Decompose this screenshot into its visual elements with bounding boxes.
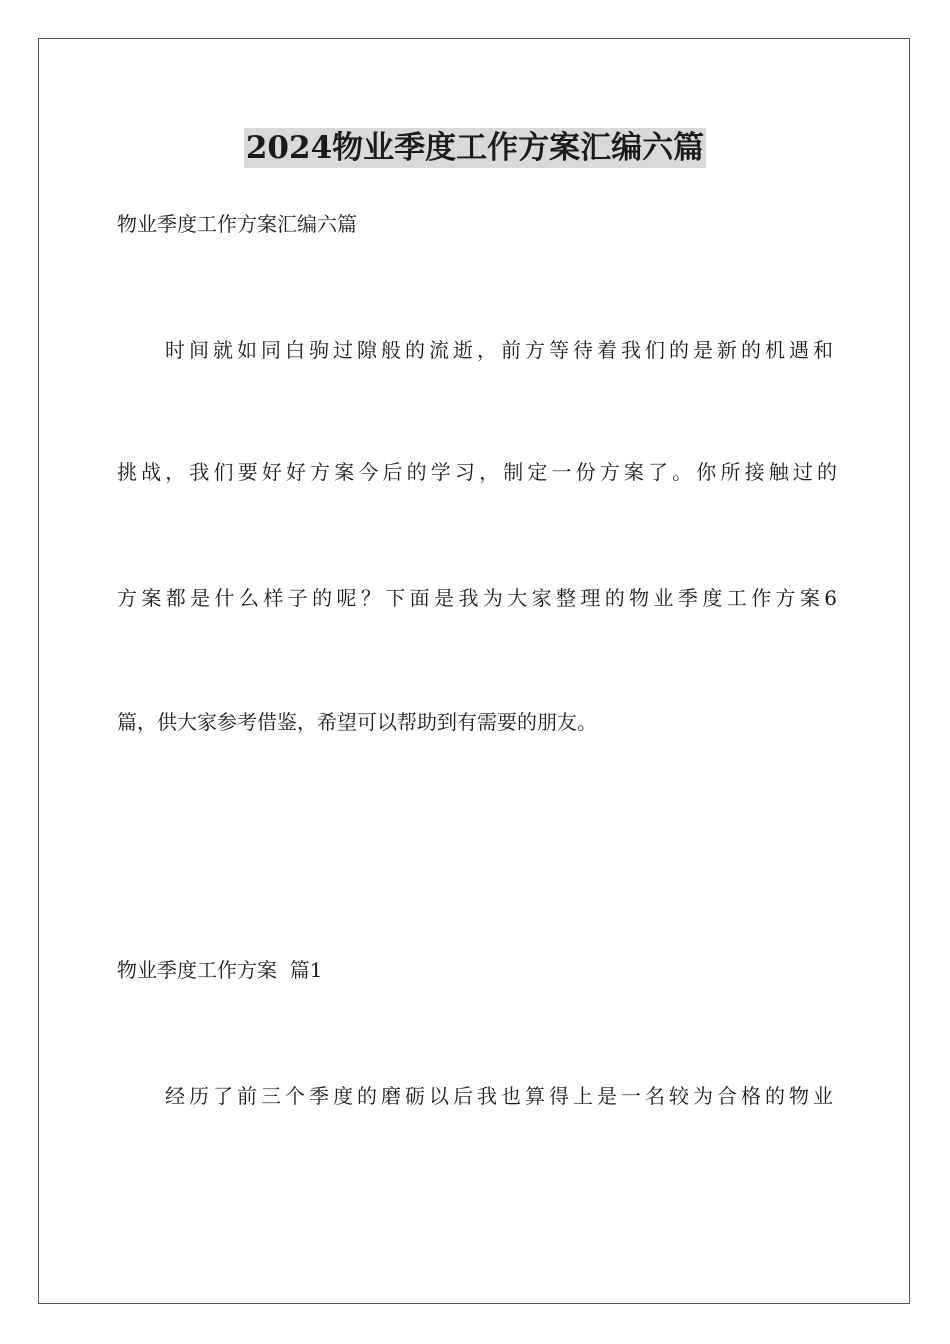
document-title: 2024物业季度工作方案汇编六篇 [245, 130, 705, 166]
intro-line-4: 篇，供大家参考借鉴，希望可以帮助到有需要的朋友。 [117, 710, 597, 734]
title-container [0, 128, 950, 168]
section-heading: 物业季度工作方案 篇1 [117, 958, 323, 982]
document-subtitle: 物业季度工作方案汇编六篇 [117, 212, 357, 236]
intro-line-1: 时间就如同白驹过隙般的流逝，前方等待着我们的是新的机遇和 [165, 338, 833, 362]
section-paragraph-line-1: 经历了前三个季度的磨砺以后我也算得上是一名较为合格的物业 [165, 1084, 833, 1108]
intro-line-3: 方案都是什么样子的呢？下面是我为大家整理的物业季度工作方案6 [117, 586, 837, 610]
intro-line-2: 挑战，我们要好好方案今后的学习，制定一份方案了。你所接触过的 [117, 460, 837, 484]
